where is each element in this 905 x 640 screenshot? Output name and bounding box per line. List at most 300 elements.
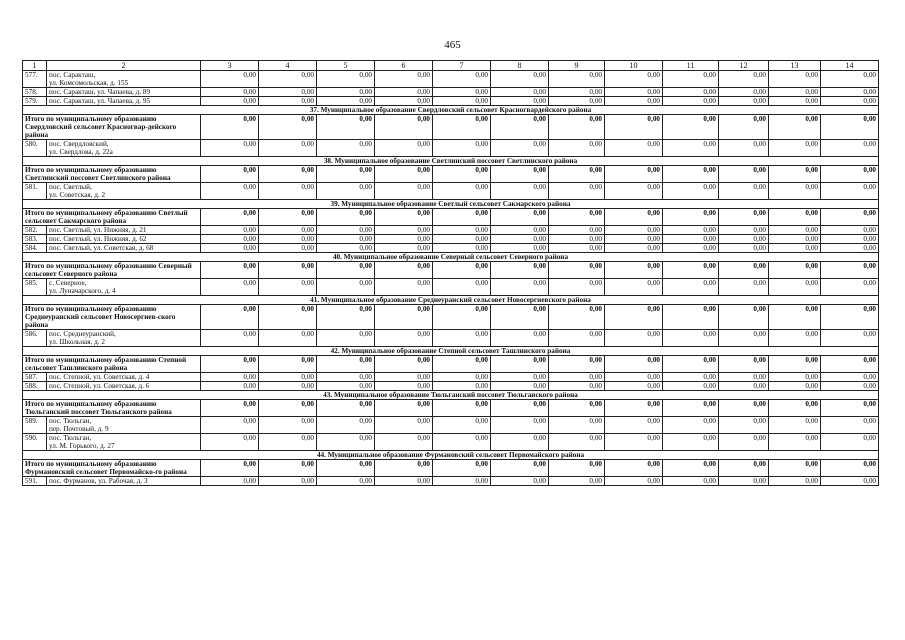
value-cell: 0,00 — [375, 97, 433, 106]
value-cell: 0,00 — [317, 373, 375, 382]
value-cell: 0,00 — [769, 183, 821, 200]
value-cell: 0,00 — [259, 88, 317, 97]
value-cell: 0,00 — [821, 226, 879, 235]
value-cell: 0,00 — [821, 460, 879, 477]
value-cell: 0,00 — [719, 330, 769, 347]
value-cell: 0,00 — [201, 166, 259, 183]
row-number: 581. — [23, 183, 47, 200]
section-row — [23, 200, 879, 209]
value-cell: 0,00 — [433, 356, 491, 373]
value-cell: 0,00 — [821, 244, 879, 253]
value-cell: 0,00 — [375, 305, 433, 330]
address-cell: пос. Среднеуранский, ул. Школьная, д. 2 — [47, 330, 201, 347]
table-row — [23, 140, 879, 157]
value-cell: 0,00 — [719, 226, 769, 235]
value-cell: 0,00 — [821, 71, 879, 88]
value-cell: 0,00 — [769, 71, 821, 88]
value-cell: 0,00 — [375, 434, 433, 451]
value-cell: 0,00 — [663, 88, 719, 97]
value-cell: 0,00 — [549, 356, 605, 373]
value-cell: 0,00 — [259, 97, 317, 106]
address-cell: пос. Светлый, ул. Советская, д. 2 — [47, 183, 201, 200]
value-cell: 0,00 — [375, 262, 433, 279]
value-cell: 0,00 — [491, 97, 549, 106]
value-cell: 0,00 — [769, 235, 821, 244]
value-cell: 0,00 — [719, 417, 769, 434]
section-title: 38. Муниципальное образование Светлинский поссовет Светлинского района — [23, 157, 879, 166]
value-cell: 0,00 — [821, 305, 879, 330]
value-cell: 0,00 — [317, 356, 375, 373]
value-cell: 0,00 — [201, 400, 259, 417]
value-cell: 0,00 — [259, 330, 317, 347]
value-cell: 0,00 — [719, 97, 769, 106]
value-cell: 0,00 — [605, 477, 663, 486]
value-cell: 0,00 — [663, 460, 719, 477]
value-cell: 0,00 — [433, 477, 491, 486]
value-cell: 0,00 — [491, 279, 549, 296]
address-cell: пос. Светлый, ул. Нижняя, д. 21 — [47, 226, 201, 235]
table-row — [23, 417, 879, 434]
address-cell: пос. Светлый, ул. Нижняя, д. 62 — [47, 235, 201, 244]
value-cell: 0,00 — [433, 244, 491, 253]
value-cell: 0,00 — [719, 71, 769, 88]
value-cell: 0,00 — [769, 244, 821, 253]
value-cell: 0,00 — [433, 140, 491, 157]
row-number: 580. — [23, 140, 47, 157]
value-cell: 0,00 — [719, 305, 769, 330]
data-table — [22, 60, 879, 486]
value-cell: 0,00 — [663, 140, 719, 157]
value-cell: 0,00 — [605, 434, 663, 451]
value-cell: 0,00 — [491, 434, 549, 451]
value-cell: 0,00 — [317, 166, 375, 183]
address-cell: пос. Степной, ул. Советская, д. 4 — [47, 373, 201, 382]
value-cell: 0,00 — [719, 244, 769, 253]
value-cell: 0,00 — [605, 417, 663, 434]
value-cell: 0,00 — [663, 305, 719, 330]
value-cell: 0,00 — [549, 477, 605, 486]
value-cell: 0,00 — [821, 279, 879, 296]
total-label: Итого по муниципальному образованию Среднеуранский сельсовет Новосергиев-ского района — [23, 305, 201, 330]
value-cell: 0,00 — [821, 140, 879, 157]
value-cell: 0,00 — [201, 305, 259, 330]
column-header: 11 — [663, 61, 719, 71]
total-label: Итого по муниципальному образованию Северный сельсовет Северного района — [23, 262, 201, 279]
value-cell: 0,00 — [663, 226, 719, 235]
value-cell: 0,00 — [769, 382, 821, 391]
value-cell: 0,00 — [433, 209, 491, 226]
value-cell: 0,00 — [375, 279, 433, 296]
value-cell: 0,00 — [549, 209, 605, 226]
row-number: 579. — [23, 97, 47, 106]
value-cell: 0,00 — [719, 235, 769, 244]
value-cell: 0,00 — [769, 97, 821, 106]
section-title: 37. Муниципальное образование Свердловский сельсовет Красногвардейского района — [23, 106, 879, 115]
value-cell: 0,00 — [719, 477, 769, 486]
value-cell: 0,00 — [605, 244, 663, 253]
section-row — [23, 157, 879, 166]
value-cell: 0,00 — [549, 434, 605, 451]
value-cell: 0,00 — [719, 400, 769, 417]
value-cell: 0,00 — [769, 115, 821, 140]
row-number: 578. — [23, 88, 47, 97]
row-number: 588. — [23, 382, 47, 391]
value-cell: 0,00 — [317, 235, 375, 244]
value-cell: 0,00 — [549, 235, 605, 244]
column-header: 1 — [23, 61, 47, 71]
value-cell: 0,00 — [663, 244, 719, 253]
value-cell: 0,00 — [605, 460, 663, 477]
value-cell: 0,00 — [605, 373, 663, 382]
value-cell: 0,00 — [317, 262, 375, 279]
value-cell: 0,00 — [201, 140, 259, 157]
section-title: 44. Муниципальное образование Фурмановский сельсовет Первомайского района — [23, 451, 879, 460]
value-cell: 0,00 — [605, 166, 663, 183]
value-cell: 0,00 — [375, 373, 433, 382]
table-row — [23, 235, 879, 244]
value-cell: 0,00 — [821, 434, 879, 451]
value-cell: 0,00 — [605, 115, 663, 140]
value-cell: 0,00 — [259, 417, 317, 434]
column-header: 6 — [375, 61, 433, 71]
value-cell: 0,00 — [317, 244, 375, 253]
value-cell: 0,00 — [769, 417, 821, 434]
value-cell: 0,00 — [821, 166, 879, 183]
value-cell: 0,00 — [549, 417, 605, 434]
value-cell: 0,00 — [821, 183, 879, 200]
value-cell: 0,00 — [201, 183, 259, 200]
value-cell: 0,00 — [663, 262, 719, 279]
value-cell: 0,00 — [375, 115, 433, 140]
value-cell: 0,00 — [375, 356, 433, 373]
value-cell: 0,00 — [663, 235, 719, 244]
column-header: 8 — [491, 61, 549, 71]
value-cell: 0,00 — [201, 434, 259, 451]
value-cell: 0,00 — [491, 166, 549, 183]
value-cell: 0,00 — [317, 279, 375, 296]
row-number: 587. — [23, 373, 47, 382]
section-row — [23, 296, 879, 305]
address-cell: пос. Свердловский, ул. Свердлова, д. 22а — [47, 140, 201, 157]
value-cell: 0,00 — [719, 88, 769, 97]
total-label: Итого по муниципальному образованию Фурмановский сельсовет Первомайско-го района — [23, 460, 201, 477]
value-cell: 0,00 — [259, 166, 317, 183]
column-header: 13 — [769, 61, 821, 71]
value-cell: 0,00 — [201, 373, 259, 382]
value-cell: 0,00 — [259, 477, 317, 486]
value-cell: 0,00 — [491, 373, 549, 382]
value-cell: 0,00 — [375, 244, 433, 253]
total-row — [23, 209, 879, 226]
value-cell: 0,00 — [605, 330, 663, 347]
value-cell: 0,00 — [821, 209, 879, 226]
value-cell: 0,00 — [663, 330, 719, 347]
value-cell: 0,00 — [549, 382, 605, 391]
value-cell: 0,00 — [605, 97, 663, 106]
value-cell: 0,00 — [259, 460, 317, 477]
value-cell: 0,00 — [605, 400, 663, 417]
value-cell: 0,00 — [663, 373, 719, 382]
value-cell: 0,00 — [201, 88, 259, 97]
value-cell: 0,00 — [605, 305, 663, 330]
value-cell: 0,00 — [259, 244, 317, 253]
header-row — [23, 61, 879, 71]
total-label: Итого по муниципальному образованию Степной сельсовет Ташлинского района — [23, 356, 201, 373]
value-cell: 0,00 — [769, 400, 821, 417]
value-cell: 0,00 — [375, 166, 433, 183]
value-cell: 0,00 — [201, 262, 259, 279]
value-cell: 0,00 — [433, 460, 491, 477]
column-header: 4 — [259, 61, 317, 71]
total-row — [23, 460, 879, 477]
total-row — [23, 166, 879, 183]
section-row — [23, 451, 879, 460]
value-cell: 0,00 — [201, 71, 259, 88]
section-title: 42. Муниципальное образование Степной сельсовет Ташлинского района — [23, 347, 879, 356]
value-cell: 0,00 — [491, 356, 549, 373]
value-cell: 0,00 — [821, 330, 879, 347]
value-cell: 0,00 — [317, 71, 375, 88]
column-header: 12 — [719, 61, 769, 71]
row-number: 584. — [23, 244, 47, 253]
address-cell: пос. Саракташ, ул. Комсомольская, д. 155 — [47, 71, 201, 88]
value-cell: 0,00 — [605, 209, 663, 226]
value-cell: 0,00 — [549, 330, 605, 347]
value-cell: 0,00 — [663, 209, 719, 226]
value-cell: 0,00 — [491, 115, 549, 140]
section-row — [23, 106, 879, 115]
value-cell: 0,00 — [317, 434, 375, 451]
total-label: Итого по муниципальному образованию Светлинский поссовет Светлинского района — [23, 166, 201, 183]
value-cell: 0,00 — [433, 115, 491, 140]
value-cell: 0,00 — [201, 382, 259, 391]
column-header: 3 — [201, 61, 259, 71]
table-row — [23, 88, 879, 97]
value-cell: 0,00 — [549, 166, 605, 183]
value-cell: 0,00 — [201, 330, 259, 347]
value-cell: 0,00 — [433, 417, 491, 434]
total-label: Итого по муниципальному образованию Тюльганский поссовет Тюльганского района — [23, 400, 201, 417]
value-cell: 0,00 — [491, 88, 549, 97]
value-cell: 0,00 — [549, 305, 605, 330]
value-cell: 0,00 — [605, 71, 663, 88]
value-cell: 0,00 — [549, 373, 605, 382]
column-header: 7 — [433, 61, 491, 71]
address-cell: пос. Саракташ, ул. Чапаева, д. 89 — [47, 88, 201, 97]
value-cell: 0,00 — [201, 477, 259, 486]
value-cell: 0,00 — [719, 140, 769, 157]
value-cell: 0,00 — [201, 209, 259, 226]
value-cell: 0,00 — [821, 400, 879, 417]
value-cell: 0,00 — [605, 226, 663, 235]
value-cell: 0,00 — [259, 226, 317, 235]
table-row — [23, 373, 879, 382]
value-cell: 0,00 — [491, 183, 549, 200]
value-cell: 0,00 — [259, 305, 317, 330]
column-header: 9 — [549, 61, 605, 71]
table-row — [23, 279, 879, 296]
value-cell: 0,00 — [201, 235, 259, 244]
value-cell: 0,00 — [201, 460, 259, 477]
value-cell: 0,00 — [317, 305, 375, 330]
value-cell: 0,00 — [433, 279, 491, 296]
value-cell: 0,00 — [259, 71, 317, 88]
row-number: 591. — [23, 477, 47, 486]
value-cell: 0,00 — [769, 226, 821, 235]
value-cell: 0,00 — [259, 279, 317, 296]
value-cell: 0,00 — [549, 244, 605, 253]
column-header: 5 — [317, 61, 375, 71]
table-row — [23, 477, 879, 486]
row-number: 577. — [23, 71, 47, 88]
value-cell: 0,00 — [259, 183, 317, 200]
value-cell: 0,00 — [491, 209, 549, 226]
row-number: 589. — [23, 417, 47, 434]
value-cell: 0,00 — [663, 356, 719, 373]
row-number: 585. — [23, 279, 47, 296]
value-cell: 0,00 — [605, 183, 663, 200]
value-cell: 0,00 — [719, 166, 769, 183]
address-cell: пос. Фурманов, ул. Рабочая, д. 3 — [47, 477, 201, 486]
value-cell: 0,00 — [259, 382, 317, 391]
value-cell: 0,00 — [259, 115, 317, 140]
value-cell: 0,00 — [317, 88, 375, 97]
value-cell: 0,00 — [821, 235, 879, 244]
value-cell: 0,00 — [491, 477, 549, 486]
value-cell: 0,00 — [433, 373, 491, 382]
value-cell: 0,00 — [719, 356, 769, 373]
value-cell: 0,00 — [491, 417, 549, 434]
value-cell: 0,00 — [605, 262, 663, 279]
section-row — [23, 347, 879, 356]
value-cell: 0,00 — [769, 209, 821, 226]
value-cell: 0,00 — [549, 226, 605, 235]
value-cell: 0,00 — [259, 434, 317, 451]
value-cell: 0,00 — [769, 88, 821, 97]
value-cell: 0,00 — [259, 356, 317, 373]
value-cell: 0,00 — [317, 382, 375, 391]
table-row — [23, 244, 879, 253]
total-label: Итого по муниципальному образованию Свердловский сельсовет Красногвар-дейского района — [23, 115, 201, 140]
value-cell: 0,00 — [719, 434, 769, 451]
row-number: 586. — [23, 330, 47, 347]
value-cell: 0,00 — [821, 115, 879, 140]
value-cell: 0,00 — [769, 305, 821, 330]
value-cell: 0,00 — [719, 209, 769, 226]
value-cell: 0,00 — [663, 183, 719, 200]
value-cell: 0,00 — [719, 183, 769, 200]
value-cell: 0,00 — [491, 226, 549, 235]
address-cell: пос. Саракташ, ул. Чапаева, д. 95 — [47, 97, 201, 106]
value-cell: 0,00 — [491, 400, 549, 417]
value-cell: 0,00 — [201, 356, 259, 373]
value-cell: 0,00 — [433, 262, 491, 279]
address-cell: пос. Тюльган, ул. М. Горького, д. 27 — [47, 434, 201, 451]
value-cell: 0,00 — [375, 88, 433, 97]
value-cell: 0,00 — [375, 209, 433, 226]
table-row — [23, 71, 879, 88]
table-row — [23, 434, 879, 451]
address-cell: пос. Тюльган, пер. Почтовый, д. 9 — [47, 417, 201, 434]
value-cell: 0,00 — [549, 71, 605, 88]
value-cell: 0,00 — [549, 183, 605, 200]
value-cell: 0,00 — [549, 97, 605, 106]
value-cell: 0,00 — [605, 356, 663, 373]
value-cell: 0,00 — [259, 400, 317, 417]
page-number: 465 — [444, 39, 461, 51]
value-cell: 0,00 — [317, 209, 375, 226]
value-cell: 0,00 — [433, 305, 491, 330]
total-row — [23, 115, 879, 140]
section-row — [23, 253, 879, 262]
value-cell: 0,00 — [259, 373, 317, 382]
value-cell: 0,00 — [769, 373, 821, 382]
section-title: 41. Муниципальное образование Среднеуранский сельсовет Новосергиевского района — [23, 296, 879, 305]
value-cell: 0,00 — [605, 140, 663, 157]
column-header: 14 — [821, 61, 879, 71]
value-cell: 0,00 — [821, 356, 879, 373]
value-cell: 0,00 — [317, 115, 375, 140]
value-cell: 0,00 — [821, 477, 879, 486]
value-cell: 0,00 — [821, 382, 879, 391]
value-cell: 0,00 — [719, 262, 769, 279]
value-cell: 0,00 — [719, 279, 769, 296]
value-cell: 0,00 — [317, 460, 375, 477]
value-cell: 0,00 — [375, 400, 433, 417]
value-cell: 0,00 — [317, 400, 375, 417]
value-cell: 0,00 — [491, 71, 549, 88]
value-cell: 0,00 — [549, 279, 605, 296]
section-row — [23, 391, 879, 400]
value-cell: 0,00 — [433, 330, 491, 347]
value-cell: 0,00 — [663, 477, 719, 486]
value-cell: 0,00 — [259, 140, 317, 157]
value-cell: 0,00 — [719, 460, 769, 477]
value-cell: 0,00 — [719, 115, 769, 140]
value-cell: 0,00 — [375, 330, 433, 347]
value-cell: 0,00 — [821, 88, 879, 97]
value-cell: 0,00 — [375, 477, 433, 486]
value-cell: 0,00 — [663, 115, 719, 140]
value-cell: 0,00 — [549, 262, 605, 279]
value-cell: 0,00 — [201, 244, 259, 253]
value-cell: 0,00 — [605, 382, 663, 391]
value-cell: 0,00 — [491, 330, 549, 347]
total-row — [23, 305, 879, 330]
value-cell: 0,00 — [821, 97, 879, 106]
value-cell: 0,00 — [821, 417, 879, 434]
value-cell: 0,00 — [769, 460, 821, 477]
table-row — [23, 97, 879, 106]
value-cell: 0,00 — [769, 166, 821, 183]
table-row — [23, 226, 879, 235]
value-cell: 0,00 — [317, 226, 375, 235]
value-cell: 0,00 — [663, 434, 719, 451]
address-cell: с. Северное, ул. Луначарского, д. 4 — [47, 279, 201, 296]
value-cell: 0,00 — [433, 434, 491, 451]
value-cell: 0,00 — [769, 477, 821, 486]
value-cell: 0,00 — [317, 97, 375, 106]
value-cell: 0,00 — [663, 71, 719, 88]
value-cell: 0,00 — [491, 244, 549, 253]
value-cell: 0,00 — [549, 460, 605, 477]
value-cell: 0,00 — [605, 279, 663, 296]
table-row — [23, 382, 879, 391]
value-cell: 0,00 — [317, 417, 375, 434]
value-cell: 0,00 — [433, 400, 491, 417]
value-cell: 0,00 — [317, 183, 375, 200]
value-cell: 0,00 — [549, 140, 605, 157]
